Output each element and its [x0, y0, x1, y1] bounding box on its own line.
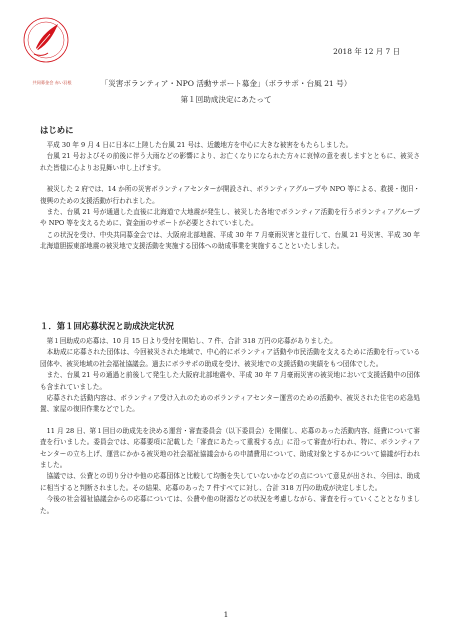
- paragraph: また、台風 21 号が通過した直後に北海道で大地震が発生し、被災した各地でボランティア活動を行うボランティアグループや NPO 等を支えるために、資金面のサポートが必要とされていました。: [40, 208, 420, 228]
- paragraph: 今後の社会福祉協議会からの応募については、公費や他の財源などの状況を考慮しながら、審査を行っていくこととなりました。: [40, 495, 420, 515]
- section-1: [40, 320, 420, 517]
- paragraph: 被災した 2 府では、14 か所の災害ボランティアセンターが開設され、ボランティアグループや NPO 等による、救援・復旧・復興のための支援活動が行われました。: [40, 185, 420, 205]
- document-date: 2018 年 12 月 7 日: [333, 47, 400, 56]
- paragraph: 協議では、公費との切り分けや他の応募団体と比較して均衡を失していないかなどの点について意見が出され、今回は、助成に相当すると判断されました。その結果、応募のあった 7 件すべてに対し、合計 318 万円の助成が決定しました。: [40, 472, 420, 492]
- paragraph: 台風 21 号およびその前後に伴う大雨などの影響により、お亡くなりになられた方々に哀悼の意を表しますとともに、被災された皆様に心よりお見舞い申し上げます。: [40, 152, 420, 172]
- paragraph: また、台風 21 号の通過と前後して発生した大阪府北部地震や、平成 30 年 7 月豪雨災害の被災地において支援活動中の団体も含まれていました。: [40, 371, 420, 391]
- paragraph: 平成 30 年 9 月 4 日に日本に上陸した台風 21 号は、近畿地方を中心に大きな被害をもたらしました。: [46, 141, 353, 149]
- paragraph: この状況を受け、中央共同募金会では、大阪府北部地震、平成 30 年 7 月豪雨災害と並行して、台風 21 号災害、平成 30 年北海道胆振東部地震の被災地で支援活動を実施する団体への助成事業を実施することといたしました。: [40, 230, 420, 251]
- section-1-heading: １．第１回応募状況と助成決定状況: [40, 321, 174, 331]
- document-title: 「災害ボランティア・NPO 活動サポート募金」（ボラサポ・台風 21 号）: [100, 79, 352, 88]
- intro-section: [40, 124, 420, 253]
- logo-caption: 共同募金会 赤い羽根: [32, 80, 72, 85]
- intro-heading: はじめに: [40, 125, 74, 135]
- page-number: 1: [223, 610, 229, 619]
- paragraph: 応募された活動内容は、ボランティア受け入れのためのボランティアセンター運営のための活動や、被災された住宅の応急処置、家屋の復旧作業などでした。: [40, 394, 420, 414]
- red-feather-logo: [20, 14, 72, 74]
- paragraph: 11 月 28 日、第１回目の助成先を決める運営・審査委員会（以下委員会）を開催し、応募のあった活動内容、経費について審査を行いました。委員会では、応募要項に記載した「審査にあたって重視する点」に沿って審査が行われ、特に、ボランティアセンターの立ち上げ、運営にかかる被災地の社会福祉協議会からの申請費用について、助成対象とするかについて協議が行われました。: [40, 426, 420, 470]
- paragraph: 第１回助成の応募は、10 月 15 日より受付を開始し、7 件、合計 318 万円の応募がありました。: [46, 337, 337, 345]
- paragraph: 本助成に応募された団体は、今回被災された地域で、中心的にボランティア活動や市民活動を支えるために活動を行っている団体や、被災地域の社会福祉協議会。過去にボラサポの助成を受け、被災地での支援活動の実績をもつ団体でした。: [40, 348, 420, 368]
- document-subtitle: 第１回助成決定にあたって: [180, 95, 272, 104]
